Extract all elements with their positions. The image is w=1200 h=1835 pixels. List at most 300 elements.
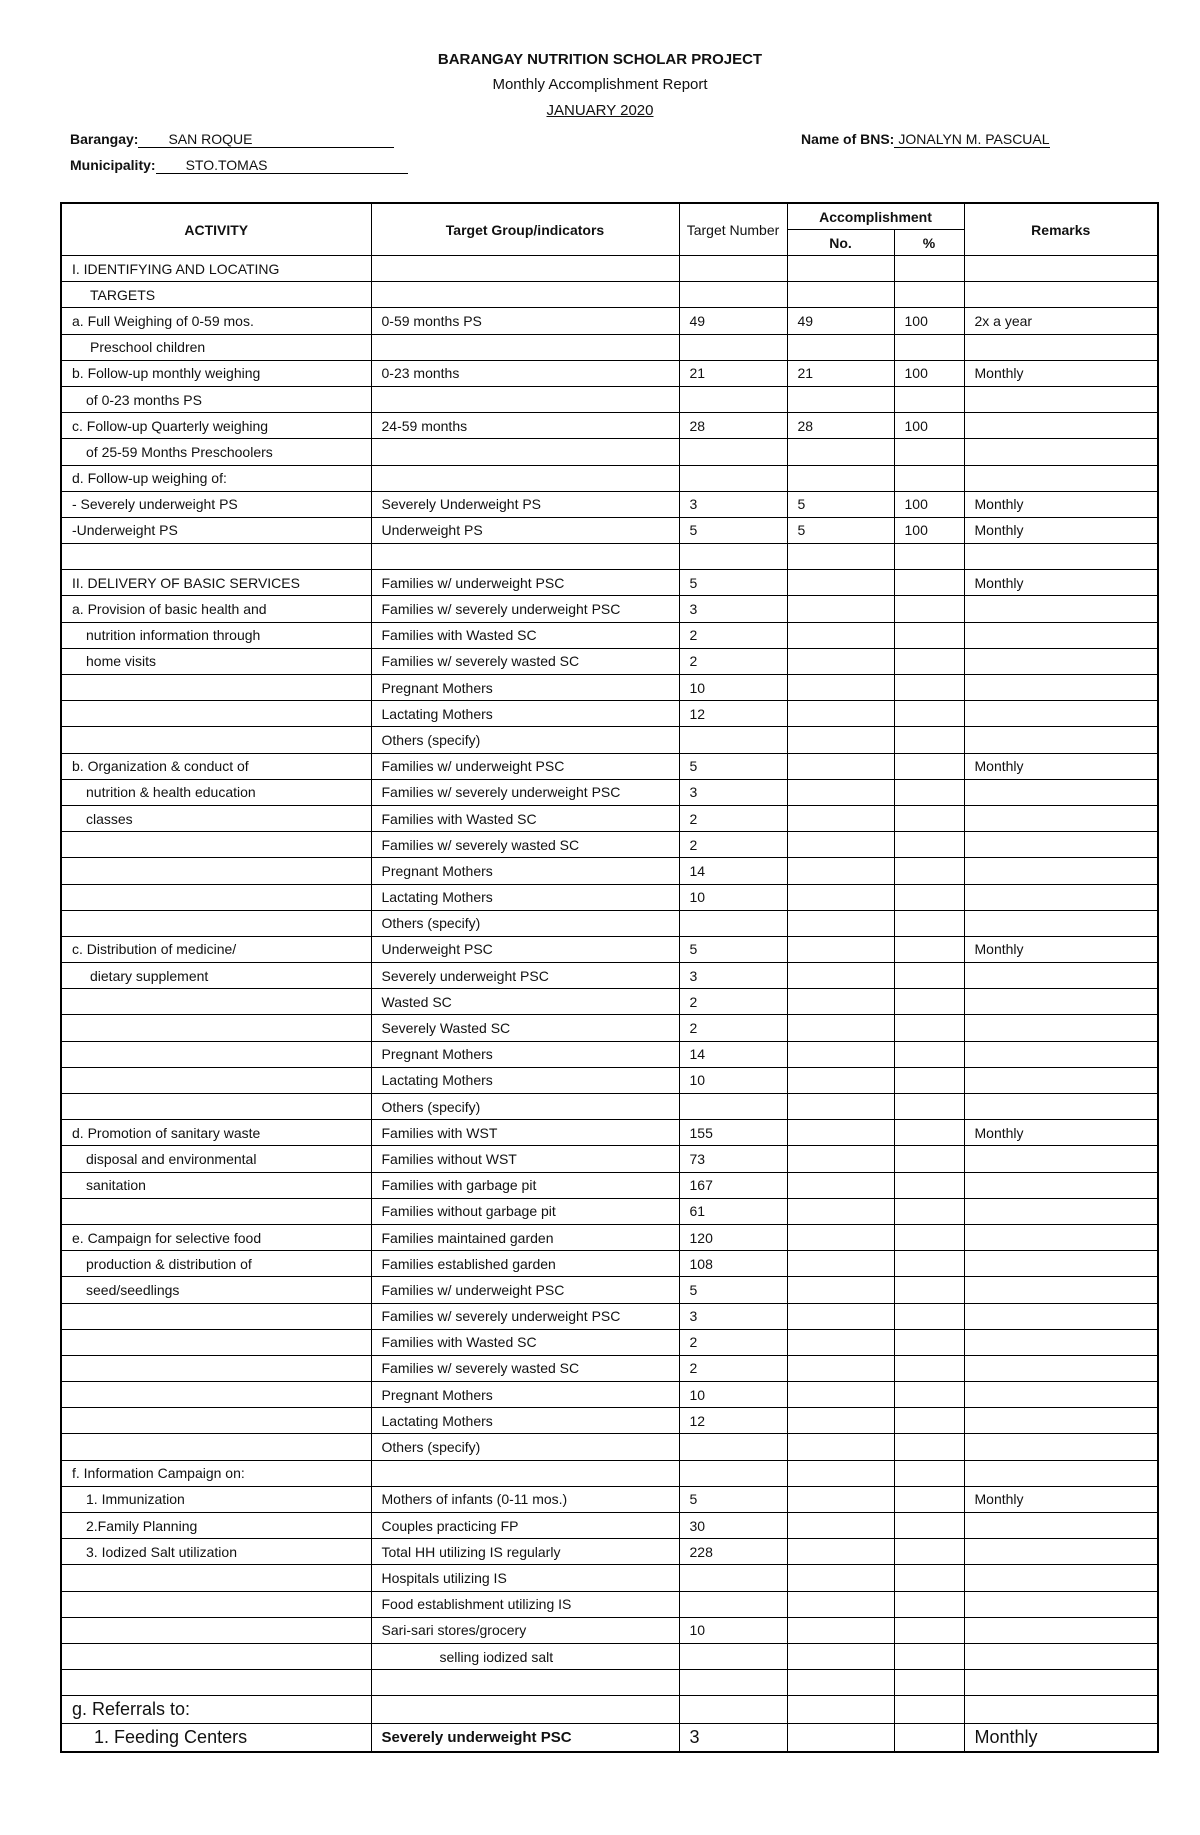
target-number-cell: 3 [679, 963, 787, 989]
activity-cell [61, 1041, 371, 1067]
table-row [61, 465, 1158, 491]
activity-cell: d. Follow-up weighing of: [61, 465, 371, 491]
activity-cell: 2.Family Planning [61, 1513, 371, 1539]
activity-cell [61, 858, 371, 884]
target-number-cell [679, 1460, 787, 1486]
activity-cell: sanitation [61, 1172, 371, 1198]
accomplishment-pct-cell [894, 465, 964, 491]
activity-cell: b. Follow-up monthly weighing [61, 360, 371, 386]
accomplishment-no-cell [787, 1434, 894, 1460]
activity-cell [61, 1565, 371, 1591]
table-row [61, 1224, 1158, 1250]
table-row [61, 360, 1158, 386]
accomplishment-pct-cell [894, 1041, 964, 1067]
remarks-cell [964, 1015, 1158, 1041]
remarks-cell: Monthly [964, 936, 1158, 962]
target-number-cell: 167 [679, 1172, 787, 1198]
target-group-cell: Families maintained garden [371, 1224, 679, 1250]
target-group-cell [371, 386, 679, 412]
barangay-field [70, 131, 394, 148]
accomplishment-pct-cell [894, 910, 964, 936]
table-row [61, 622, 1158, 648]
target-group-cell [371, 1696, 679, 1724]
accomplishment-pct-cell [894, 989, 964, 1015]
target-number-cell: 12 [679, 1408, 787, 1434]
accomplishment-no-cell [787, 622, 894, 648]
target-number-cell [679, 1094, 787, 1120]
accomplishment-pct-cell [894, 386, 964, 412]
accomplishment-pct-cell [894, 1277, 964, 1303]
activity-cell: e. Campaign for selective food [61, 1224, 371, 1250]
remarks-cell [964, 1539, 1158, 1565]
activity-cell [61, 544, 371, 570]
remarks-cell [964, 858, 1158, 884]
target-number-cell: 28 [679, 413, 787, 439]
accomplishment-pct-cell [894, 701, 964, 727]
remarks-cell [964, 1198, 1158, 1224]
remarks-cell: Monthly [964, 570, 1158, 596]
remarks-cell [964, 701, 1158, 727]
accomplishment-pct-cell [894, 256, 964, 282]
table-row [61, 884, 1158, 910]
target-number-cell [679, 1591, 787, 1617]
activity-cell: disposal and environmental [61, 1146, 371, 1172]
activity-cell: g. Referrals to: [61, 1696, 371, 1724]
table-row [61, 439, 1158, 465]
target-number-cell: 2 [679, 648, 787, 674]
accomplishment-no-cell [787, 1460, 894, 1486]
accomplishment-pct-cell [894, 1251, 964, 1277]
target-group-cell: Families w/ severely underweight PSC [371, 1303, 679, 1329]
table-row [61, 1251, 1158, 1277]
activity-cell [61, 1382, 371, 1408]
target-number-cell: 10 [679, 675, 787, 701]
accomplishment-pct-cell [894, 1434, 964, 1460]
bns-value: JONALYN M. PASCUAL [894, 131, 1049, 148]
target-group-cell: Families w/ severely wasted SC [371, 1355, 679, 1381]
remarks-cell [964, 1408, 1158, 1434]
accomplishment-pct-cell [894, 805, 964, 831]
table-row [61, 1382, 1158, 1408]
table-row [61, 648, 1158, 674]
accomplishment-no-cell [787, 1172, 894, 1198]
remarks-cell [964, 1696, 1158, 1724]
accomplishment-no-cell [787, 1198, 894, 1224]
remarks-cell: Monthly [964, 1120, 1158, 1146]
target-number-cell [679, 386, 787, 412]
accomplishment-pct-cell [894, 1565, 964, 1591]
activity-cell: classes [61, 805, 371, 831]
remarks-cell [964, 727, 1158, 753]
accomplishment-pct-cell [894, 1303, 964, 1329]
accomplishment-pct-cell [894, 1146, 964, 1172]
accomplishment-no-cell [787, 1617, 894, 1643]
table-body [61, 256, 1158, 1753]
activity-cell: c. Follow-up Quarterly weighing [61, 413, 371, 439]
accomplishment-pct-cell [894, 753, 964, 779]
activity-cell: nutrition information through [61, 622, 371, 648]
accomplishment-pct-cell [894, 1198, 964, 1224]
remarks-cell [964, 1067, 1158, 1093]
table-row [61, 1670, 1158, 1696]
target-number-cell: 14 [679, 1041, 787, 1067]
accomplishment-pct-cell [894, 1015, 964, 1041]
target-number-cell [679, 910, 787, 936]
accomplishment-no-cell [787, 596, 894, 622]
accomplishment-no-cell [787, 1355, 894, 1381]
accomplishment-no-cell [787, 1724, 894, 1753]
accomplishment-no-cell: 5 [787, 491, 894, 517]
accomplishment-no-cell [787, 1041, 894, 1067]
target-group-cell: 0-23 months [371, 360, 679, 386]
target-number-cell: 49 [679, 308, 787, 334]
accomplishment-pct-cell [894, 1120, 964, 1146]
accomplishment-no-cell [787, 1303, 894, 1329]
target-number-cell [679, 1565, 787, 1591]
table-row [61, 1539, 1158, 1565]
accomplishment-no-cell [787, 936, 894, 962]
activity-cell [61, 1591, 371, 1617]
accomplishment-pct-cell [894, 334, 964, 360]
accomplishment-pct-cell [894, 1408, 964, 1434]
remarks-cell: Monthly [964, 491, 1158, 517]
col-target-number: Target Number [679, 203, 787, 256]
remarks-cell [964, 884, 1158, 910]
accomplishment-no-cell: 5 [787, 517, 894, 543]
table-row [61, 805, 1158, 831]
table-row [61, 1329, 1158, 1355]
remarks-cell [964, 1251, 1158, 1277]
target-number-cell: 3 [679, 596, 787, 622]
target-number-cell [679, 727, 787, 753]
target-number-cell: 73 [679, 1146, 787, 1172]
accomplishment-pct-cell [894, 1382, 964, 1408]
target-group-cell: Severely underweight PSC [371, 1724, 679, 1753]
accomplishment-no-cell [787, 439, 894, 465]
accomplishment-pct-cell [894, 1355, 964, 1381]
remarks-cell [964, 805, 1158, 831]
target-group-cell: Wasted SC [371, 989, 679, 1015]
remarks-cell: Monthly [964, 360, 1158, 386]
target-group-cell [371, 334, 679, 360]
target-number-cell: 2 [679, 989, 787, 1015]
table-row [61, 1696, 1158, 1724]
activity-cell: 1. Feeding Centers [61, 1724, 371, 1753]
remarks-cell [964, 832, 1158, 858]
accomplishment-no-cell [787, 1094, 894, 1120]
municipality-value: STO.TOMAS [156, 157, 408, 174]
target-number-cell: 2 [679, 832, 787, 858]
accomplishment-no-cell [787, 1670, 894, 1696]
target-group-cell: Families w/ severely underweight PSC [371, 596, 679, 622]
col-remarks: Remarks [964, 203, 1158, 256]
activity-cell: II. DELIVERY OF BASIC SERVICES [61, 570, 371, 596]
accomplishment-pct-cell [894, 1486, 964, 1512]
table-row [61, 832, 1158, 858]
accomplishment-no-cell [787, 805, 894, 831]
target-number-cell: 5 [679, 570, 787, 596]
target-group-cell: Others (specify) [371, 727, 679, 753]
activity-cell [61, 1198, 371, 1224]
accomplishment-no-cell [787, 1329, 894, 1355]
activity-cell: Preschool children [61, 334, 371, 360]
target-group-cell: selling iodized salt [371, 1643, 679, 1669]
accomplishment-no-cell [787, 1591, 894, 1617]
report-title: Monthly Accomplishment Report [492, 76, 708, 93]
target-group-cell: Families with Wasted SC [371, 622, 679, 648]
accomplishment-table [60, 202, 1159, 1753]
remarks-cell [964, 1643, 1158, 1669]
remarks-cell [964, 989, 1158, 1015]
remarks-cell [964, 1617, 1158, 1643]
accomplishment-pct-cell [894, 1539, 964, 1565]
activity-cell [61, 1303, 371, 1329]
accomplishment-no-cell [787, 832, 894, 858]
activity-cell [61, 1643, 371, 1669]
table-row [61, 1041, 1158, 1067]
remarks-cell [964, 648, 1158, 674]
target-group-cell: Families w/ severely wasted SC [371, 648, 679, 674]
table-row [61, 1513, 1158, 1539]
activity-cell: I. IDENTIFYING AND LOCATING [61, 256, 371, 282]
accomplishment-pct-cell [894, 1696, 964, 1724]
target-group-cell: Sari-sari stores/grocery [371, 1617, 679, 1643]
accomplishment-no-cell [787, 1120, 894, 1146]
table-row [61, 963, 1158, 989]
target-number-cell: 10 [679, 884, 787, 910]
project-title: BARANGAY NUTRITION SCHOLAR PROJECT [437, 51, 763, 68]
target-group-cell: Pregnant Mothers [371, 675, 679, 701]
accomplishment-pct-cell: 100 [894, 413, 964, 439]
activity-cell: a. Provision of basic health and [61, 596, 371, 622]
remarks-cell [964, 334, 1158, 360]
table-row [61, 1303, 1158, 1329]
table-row [61, 544, 1158, 570]
accomplishment-no-cell [787, 910, 894, 936]
target-number-cell [679, 465, 787, 491]
accomplishment-no-cell [787, 753, 894, 779]
remarks-cell [964, 1303, 1158, 1329]
table-row [61, 1015, 1158, 1041]
activity-cell [61, 910, 371, 936]
activity-cell: nutrition & health education [61, 779, 371, 805]
accomplishment-pct-cell [894, 963, 964, 989]
accomplishment-no-cell [787, 386, 894, 412]
table-row [61, 308, 1158, 334]
target-group-cell: Severely underweight PSC [371, 963, 679, 989]
target-number-cell: 2 [679, 1355, 787, 1381]
table-row [61, 1434, 1158, 1460]
remarks-cell [964, 963, 1158, 989]
activity-cell [61, 1408, 371, 1434]
activity-cell: TARGETS [61, 282, 371, 308]
activity-cell [61, 1094, 371, 1120]
col-activity: ACTIVITY [61, 203, 371, 256]
target-group-cell [371, 1670, 679, 1696]
remarks-cell [964, 1434, 1158, 1460]
accomplishment-pct-cell [894, 1513, 964, 1539]
target-group-cell: 0-59 months PS [371, 308, 679, 334]
accomplishment-no-cell [787, 1539, 894, 1565]
target-group-cell: Families established garden [371, 1251, 679, 1277]
target-number-cell [679, 439, 787, 465]
table-row [61, 1355, 1158, 1381]
accomplishment-pct-cell [894, 1643, 964, 1669]
table-row [61, 858, 1158, 884]
accomplishment-pct-cell [894, 544, 964, 570]
accomplishment-no-cell: 28 [787, 413, 894, 439]
activity-cell: c. Distribution of medicine/ [61, 936, 371, 962]
remarks-cell [964, 1172, 1158, 1198]
target-number-cell [679, 1643, 787, 1669]
accomplishment-no-cell [787, 1015, 894, 1041]
accomplishment-no-cell [787, 1408, 894, 1434]
activity-cell: production & distribution of [61, 1251, 371, 1277]
target-group-cell: Lactating Mothers [371, 1408, 679, 1434]
accomplishment-pct-cell [894, 884, 964, 910]
remarks-cell [964, 544, 1158, 570]
remarks-cell [964, 282, 1158, 308]
barangay-value: SAN ROQUE [138, 131, 394, 148]
accomplishment-pct-cell: 100 [894, 517, 964, 543]
accomplishment-no-cell [787, 1486, 894, 1512]
accomplishment-no-cell: 21 [787, 360, 894, 386]
remarks-cell [964, 1224, 1158, 1250]
activity-cell: b. Organization & conduct of [61, 753, 371, 779]
target-number-cell: 2 [679, 1329, 787, 1355]
accomplishment-no-cell [787, 1067, 894, 1093]
activity-cell: -Underweight PS [61, 517, 371, 543]
col-pct: % [894, 230, 964, 256]
target-number-cell: 5 [679, 936, 787, 962]
target-group-cell [371, 256, 679, 282]
table-row [61, 491, 1158, 517]
target-number-cell: 21 [679, 360, 787, 386]
accomplishment-pct-cell: 100 [894, 360, 964, 386]
accomplishment-no-cell [787, 544, 894, 570]
table-row [61, 570, 1158, 596]
table-row [61, 910, 1158, 936]
accomplishment-no-cell [787, 1277, 894, 1303]
accomplishment-no-cell [787, 334, 894, 360]
target-group-cell [371, 439, 679, 465]
activity-cell: a. Full Weighing of 0-59 mos. [61, 308, 371, 334]
activity-cell: seed/seedlings [61, 1277, 371, 1303]
activity-cell: d. Promotion of sanitary waste [61, 1120, 371, 1146]
target-number-cell [679, 544, 787, 570]
target-number-cell [679, 256, 787, 282]
activity-cell [61, 1617, 371, 1643]
accomplishment-pct-cell: 100 [894, 308, 964, 334]
barangay-label: Barangay: [70, 131, 139, 147]
accomplishment-no-cell [787, 648, 894, 674]
table-row [61, 989, 1158, 1015]
remarks-cell: Monthly [964, 517, 1158, 543]
accomplishment-pct-cell [894, 439, 964, 465]
target-group-cell: 24-59 months [371, 413, 679, 439]
col-no: No. [787, 230, 894, 256]
target-group-cell: Lactating Mothers [371, 884, 679, 910]
target-number-cell [679, 282, 787, 308]
activity-cell: home visits [61, 648, 371, 674]
accomplishment-pct-cell [894, 675, 964, 701]
target-group-cell: Families w/ severely underweight PSC [371, 779, 679, 805]
target-group-cell: Families w/ underweight PSC [371, 1277, 679, 1303]
table-row [61, 936, 1158, 962]
activity-cell [61, 1015, 371, 1041]
activity-cell [61, 727, 371, 753]
activity-cell [61, 1355, 371, 1381]
table-row [61, 1724, 1158, 1753]
accomplishment-no-cell [787, 570, 894, 596]
accomplishment-pct-cell [894, 858, 964, 884]
accomplishment-no-cell [787, 675, 894, 701]
remarks-cell [964, 1513, 1158, 1539]
activity-cell [61, 675, 371, 701]
target-group-cell: Families without garbage pit [371, 1198, 679, 1224]
table-row [61, 413, 1158, 439]
remarks-cell [964, 675, 1158, 701]
target-number-cell: 30 [679, 1513, 787, 1539]
target-number-cell: 61 [679, 1198, 787, 1224]
accomplishment-no-cell [787, 1382, 894, 1408]
target-number-cell: 3 [679, 779, 787, 805]
remarks-cell [964, 386, 1158, 412]
remarks-cell [964, 1094, 1158, 1120]
target-group-cell [371, 544, 679, 570]
target-group-cell [371, 1460, 679, 1486]
table-row [61, 675, 1158, 701]
activity-cell [61, 1670, 371, 1696]
activity-cell [61, 1434, 371, 1460]
activity-cell [61, 1329, 371, 1355]
target-group-cell: Pregnant Mothers [371, 1382, 679, 1408]
table-row [61, 1277, 1158, 1303]
accomplishment-pct-cell [894, 1067, 964, 1093]
target-group-cell: Lactating Mothers [371, 1067, 679, 1093]
target-number-cell: 108 [679, 1251, 787, 1277]
accomplishment-no-cell [787, 989, 894, 1015]
target-group-cell: Families with Wasted SC [371, 1329, 679, 1355]
accomplishment-pct-cell [894, 622, 964, 648]
table-row [61, 1565, 1158, 1591]
accomplishment-no-cell [787, 282, 894, 308]
target-number-cell [679, 334, 787, 360]
remarks-cell [964, 1329, 1158, 1355]
remarks-cell [964, 1565, 1158, 1591]
target-group-cell: Pregnant Mothers [371, 1041, 679, 1067]
target-group-cell: Mothers of infants (0-11 mos.) [371, 1486, 679, 1512]
target-group-cell: Hospitals utilizing IS [371, 1565, 679, 1591]
target-group-cell: Severely Wasted SC [371, 1015, 679, 1041]
accomplishment-pct-cell [894, 1329, 964, 1355]
remarks-cell: Monthly [964, 1486, 1158, 1512]
table-row [61, 596, 1158, 622]
municipality-label: Municipality: [70, 157, 156, 173]
target-number-cell: 3 [679, 1303, 787, 1329]
remarks-cell: Monthly [964, 753, 1158, 779]
remarks-cell [964, 413, 1158, 439]
remarks-cell [964, 1146, 1158, 1172]
target-group-cell: Lactating Mothers [371, 701, 679, 727]
target-group-cell: Couples practicing FP [371, 1513, 679, 1539]
table-row [61, 1120, 1158, 1146]
table-row [61, 517, 1158, 543]
activity-cell: dietary supplement [61, 963, 371, 989]
remarks-cell [964, 779, 1158, 805]
accomplishment-pct-cell [894, 1460, 964, 1486]
accomplishment-no-cell [787, 963, 894, 989]
